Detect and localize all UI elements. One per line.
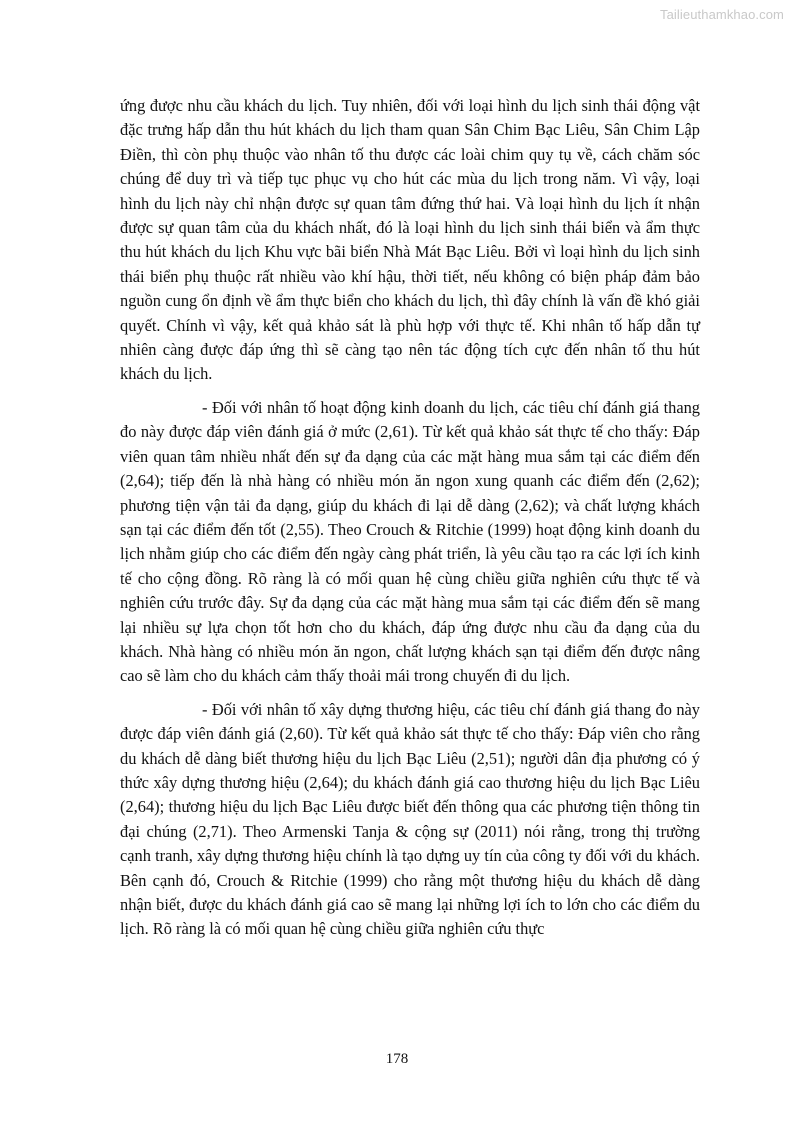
page-number: 178: [385, 1051, 409, 1067]
paragraph-business-activity: - Đối với nhân tố hoạt động kinh doanh du lịch, các tiêu chí đánh giá thang đo này được đáp viên đánh giá ở mức (2,61). Từ kết quả khảo sát thực tế cho thấy: Đáp viên quan tâm nhiều nhất đến sự đa dạng của các mặt hàng mua sắm tại các điểm đến (2,64); tiếp đến là nhà hàng có nhiều món ăn ngon xung quanh các điểm đến (2,62); phương tiện vận tải đa dạng, giúp du khách đi lại dễ dàng (2,62); và chất lượng khách sạn tại các điểm đến tốt (2,55). Theo Crouch & Ritchie (1999) hoạt động kinh doanh du lịch nhằm giúp cho các điểm đến ngày càng phát triển, là yêu cầu tạo ra các lợi ích kinh tế cho cộng đồng. Rõ ràng là có mối quan hệ cùng chiều giữa nghiên cứu thực tế và nghiên cứu trước đây. Sự đa dạng của các mặt hàng mua sắm tại các điểm đến sẽ mang lại nhiều sự lựa chọn tốt hơn cho du khách, đáp ứng được nhu cầu đa dạng của du khách. Nhà hàng có nhiều món ăn ngon, chất lượng khách sạn tại điểm đến được nâng cao sẽ làm cho du khách cảm thấy thoải mái trong chuyến đi du lịch.: [120, 397, 700, 686]
page-body: [120, 94, 700, 942]
paragraph-brand-building: - Đối với nhân tố xây dựng thương hiệu, các tiêu chí đánh giá thang đo này được đáp viên đánh giá (2,60). Từ kết quả khảo sát thực tế cho thấy: Đáp viên cho rằng du khách dễ dàng biết thương hiệu du lịch Bạc Liêu (2,51); người dân địa phương có ý thức xây dựng thương hiệu (2,64); du khách đánh giá cao thương hiệu du lịch Bạc Liêu (2,64); thương hiệu du lịch Bạc Liêu được biết đến thông qua các phương tiện thông tin đại chúng (2,71). Theo Armenski Tanja & cộng sự (2011) nói rằng, trong thị trường cạnh tranh, xây dựng thương hiệu chính là tạo dựng uy tín của công ty đối với du khách. Bên cạnh đó, Crouch & Ritchie (1999) cho rằng một thương hiệu du khách dễ dàng nhận biết, được du khách đánh giá cao sẽ mang lại những lợi ích to lớn cho các điểm du lịch. Rõ ràng là có mối quan hệ cùng chiều giữa nghiên cứu thực: [120, 699, 700, 939]
watermark-text: Tailieuthamkhao.com: [659, 7, 784, 22]
paragraph-continuation: ứng được nhu cầu khách du lịch. Tuy nhiên, đối với loại hình du lịch sinh thái động vật đặc trưng hấp dẫn thu hút khách du lịch tham quan Sân Chim Bạc Liêu, Sân Chim Lập Điền, thì còn phụ thuộc vào nhân tố thu được các loài chim quy tụ về, cách chăm sóc chúng để duy trì và tiếp tục phục vụ cho hút các mùa du lịch trong năm. Vì vậy, loại hình du lịch này chỉ nhận được sự quan tâm đứng thứ hai. Và loại hình du lịch ít nhận được sự quan tâm của du khách nhất, đó là loại hình du lịch sinh thái biển và ẩm thực thu hút khách du lịch Khu vực bãi biển Nhà Mát Bạc Liêu. Bởi vì loại hình du lịch sinh thái biển phụ thuộc rất nhiều vào khí hậu, thời tiết, nếu không có biện pháp đảm bảo nguồn cung ổn định về ẩm thực biển cho khách du lịch, thì đây chính là vấn đề khó giải quyết. Chính vì vậy, kết quả khảo sát là phù hợp với thực tế. Khi nhân tố hấp dẫn tự nhiên càng được đáp ứng thì sẽ càng tạo nên tác động tích cực đến nhân tố thu hút khách du lịch.: [120, 96, 700, 384]
